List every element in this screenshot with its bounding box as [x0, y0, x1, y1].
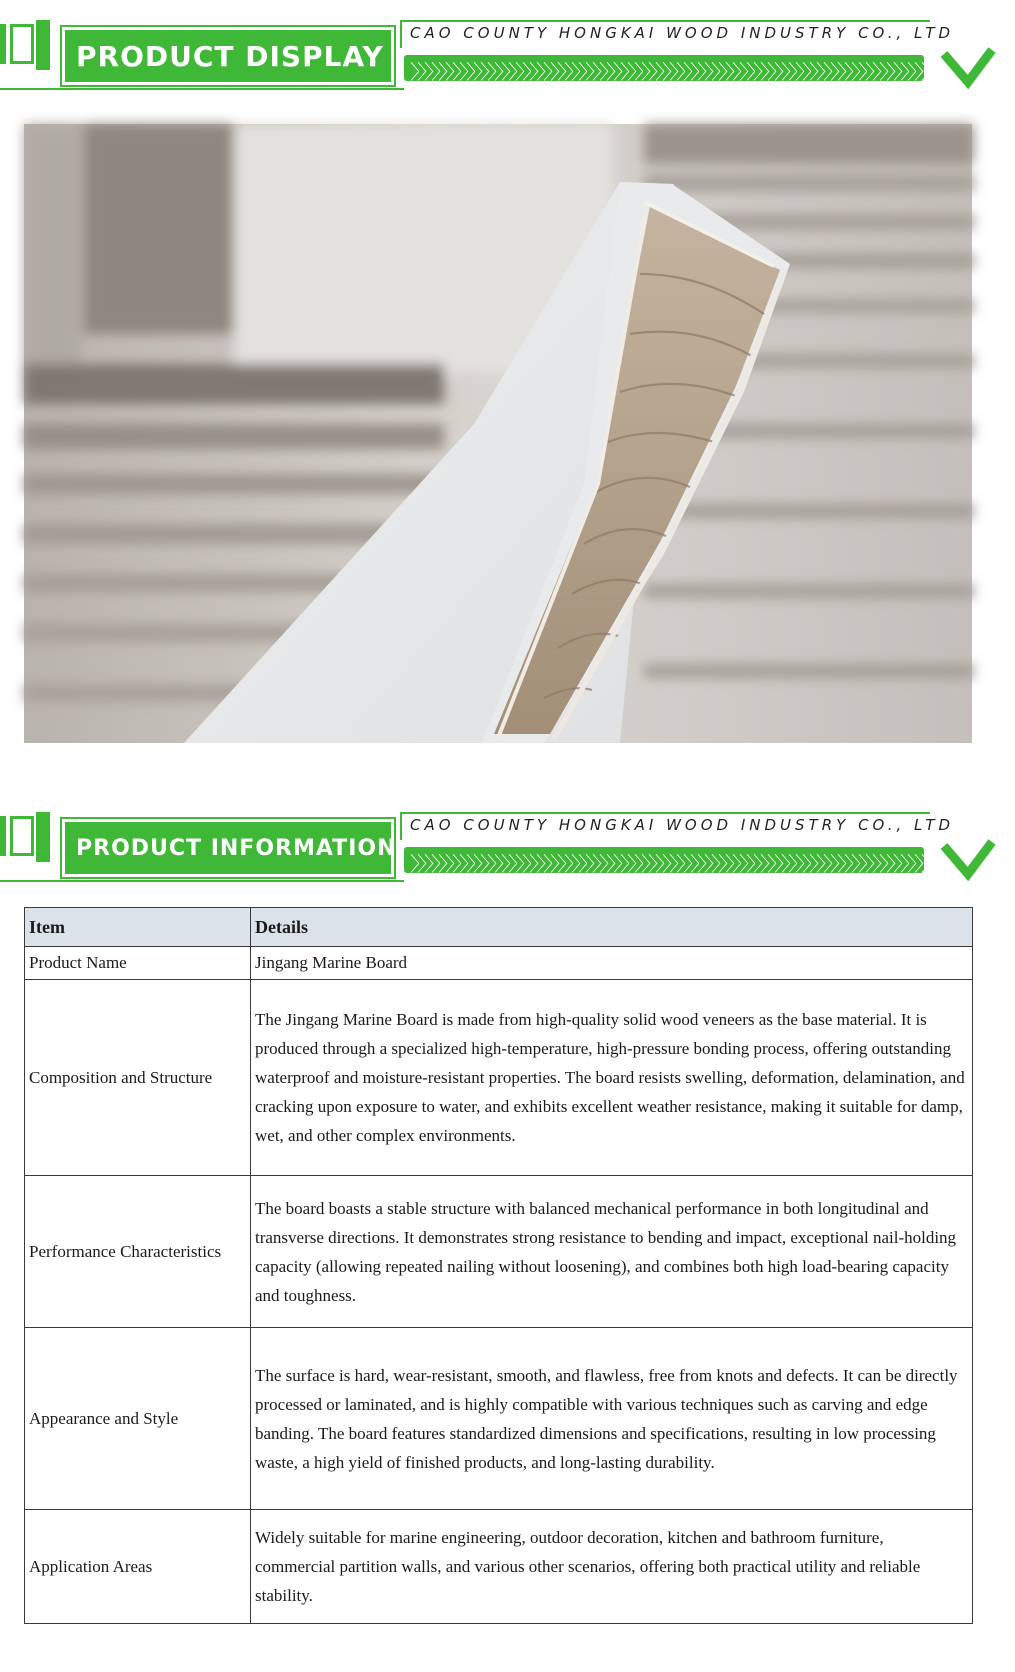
row-details: The surface is hard, wear-resistant, smooth, and flawless, free from knots and defects. It can be directly processed or laminated, and is highly compatible with various techniques such as carving and edge banding. The board features standardized dimensions and specifications, resulting in low processing waste, a high yield of finished products, and long-lasting durability. [251, 1328, 973, 1510]
checkmark-icon [940, 40, 996, 90]
marine-board-photo [24, 124, 972, 743]
row-item: Composition and Structure [25, 980, 251, 1176]
header-item: Item [25, 908, 251, 947]
banner-left-line [400, 20, 402, 48]
company-name: CAO COUNTY HONGKAI WOOD INDUSTRY CO., LTD [410, 816, 955, 834]
banner-block-2 [10, 24, 34, 64]
product-photo [24, 124, 972, 743]
checkmark-icon [940, 832, 996, 882]
table-header-row [25, 908, 973, 947]
banner-block-3 [36, 20, 50, 70]
table-row [25, 1510, 973, 1624]
section-title-box [60, 817, 396, 879]
chevron-stripe-arrows: 〉〉〉〉〉〉〉〉〉〉〉〉〉〉〉〉〉〉〉〉〉〉〉〉〉〉〉〉〉〉〉〉〉〉〉〉〉〉〉〉〉〉〉〉〉〉〉〉〉〉〉〉〉〉〉〉〉〉〉〉〉〉〉〉〉〉〉〉〉〉〉〉〉〉〉〉〉〉〉〉〉〉〉〉〉 [410, 60, 1015, 84]
chevron-stripe [404, 847, 1015, 876]
row-details: The board boasts a stable structure with balanced mechanical performance in both longitudinal and transverse directions. It demonstrates strong resistance to bending and impact, exceptional nail-holding capacity (allowing repeated nailing without loosening), and combines both high load-bearing capacity and toughness. [251, 1176, 973, 1328]
product-information-banner [0, 812, 1015, 884]
section-title: PRODUCT DISPLAY [76, 39, 384, 73]
row-item: Application Areas [25, 1510, 251, 1624]
banner-block-1 [0, 24, 6, 64]
row-item: Performance Characteristics [25, 1176, 251, 1328]
product-info-table [24, 907, 973, 1624]
banner-left-line [400, 812, 402, 840]
section-title: PRODUCT INFORMATION [76, 835, 397, 861]
company-name: CAO COUNTY HONGKAI WOOD INDUSTRY CO., LTD [410, 24, 955, 42]
row-item: Product Name [25, 947, 251, 980]
banner-underline [0, 88, 404, 90]
banner-top-line [400, 20, 930, 22]
banner-block-3 [36, 812, 50, 862]
banner-underline [0, 880, 404, 882]
section-title-box [60, 25, 396, 87]
row-item: Appearance and Style [25, 1328, 251, 1510]
banner-top-line [400, 812, 930, 814]
banner-block-2 [10, 816, 34, 856]
header-details: Details [251, 908, 973, 947]
chevron-stripe-arrows: 〉〉〉〉〉〉〉〉〉〉〉〉〉〉〉〉〉〉〉〉〉〉〉〉〉〉〉〉〉〉〉〉〉〉〉〉〉〉〉〉〉〉〉〉〉〉〉〉〉〉〉〉〉〉〉〉〉〉〉〉〉〉〉〉〉〉〉〉〉〉〉〉〉〉〉〉〉〉〉〉〉〉〉〉〉 [410, 852, 1015, 876]
table-row [25, 980, 973, 1176]
table-row [25, 947, 973, 980]
table-row [25, 1328, 973, 1510]
table-row [25, 1176, 973, 1328]
banner-block-1 [0, 816, 6, 856]
row-details: The Jingang Marine Board is made from high-quality solid wood veneers as the base material. It is produced through a specialized high-temperature, high-pressure bonding process, offering outstanding waterproof and moisture-resistant properties. The board resists swelling, deformation, delamination, and cracking upon exposure to water, and exhibits excellent weather resistance, making it suitable for damp, wet, and other complex environments. [251, 980, 973, 1176]
product-display-banner [0, 20, 1015, 92]
row-details: Jingang Marine Board [251, 947, 973, 980]
banner-block-4 [0, 64, 6, 88]
chevron-stripe [404, 55, 1015, 84]
row-details: Widely suitable for marine engineering, outdoor decoration, kitchen and bathroom furniture, commercial partition walls, and various other scenarios, offering both practical utility and reliable stability. [251, 1510, 973, 1624]
